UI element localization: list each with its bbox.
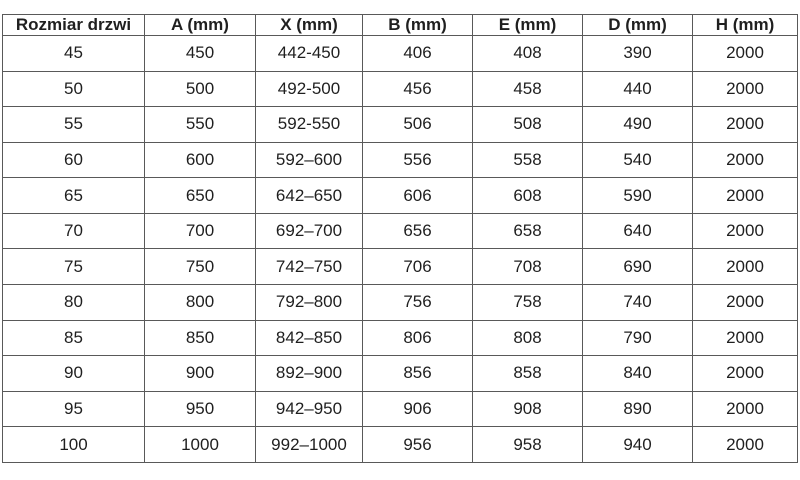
table-cell: 2000 xyxy=(693,107,798,143)
column-header: X (mm) xyxy=(256,15,363,36)
table-cell: 742–750 xyxy=(256,249,363,285)
table-cell: 2000 xyxy=(693,71,798,107)
table-cell: 600 xyxy=(145,142,256,178)
table-cell: 558 xyxy=(473,142,583,178)
table-cell: 658 xyxy=(473,213,583,249)
table-cell: 656 xyxy=(363,213,473,249)
table-cell: 55 xyxy=(3,107,145,143)
table-cell: 2000 xyxy=(693,391,798,427)
table-cell: 550 xyxy=(145,107,256,143)
table-cell: 858 xyxy=(473,356,583,392)
table-cell: 440 xyxy=(583,71,693,107)
table-cell: 95 xyxy=(3,391,145,427)
table-cell: 840 xyxy=(583,356,693,392)
table-cell: 442-450 xyxy=(256,36,363,72)
table-cell: 850 xyxy=(145,320,256,356)
column-header: D (mm) xyxy=(583,15,693,36)
table-cell: 85 xyxy=(3,320,145,356)
table-cell: 508 xyxy=(473,107,583,143)
table-cell: 956 xyxy=(363,427,473,463)
table-cell: 940 xyxy=(583,427,693,463)
column-header: B (mm) xyxy=(363,15,473,36)
table-cell: 640 xyxy=(583,213,693,249)
table-body xyxy=(3,36,798,463)
table-row xyxy=(3,71,798,107)
table-cell: 790 xyxy=(583,320,693,356)
table-cell: 50 xyxy=(3,71,145,107)
table-row xyxy=(3,356,798,392)
column-header: A (mm) xyxy=(145,15,256,36)
table-cell: 650 xyxy=(145,178,256,214)
table-cell: 2000 xyxy=(693,36,798,72)
table-cell: 458 xyxy=(473,71,583,107)
column-header: H (mm) xyxy=(693,15,798,36)
table-cell: 958 xyxy=(473,427,583,463)
table-cell: 740 xyxy=(583,285,693,321)
table-cell: 70 xyxy=(3,213,145,249)
table-cell: 45 xyxy=(3,36,145,72)
column-header: Rozmiar drzwi xyxy=(3,15,145,36)
table-row xyxy=(3,178,798,214)
table-cell: 408 xyxy=(473,36,583,72)
table-cell: 906 xyxy=(363,391,473,427)
table-row xyxy=(3,213,798,249)
table-cell: 492-500 xyxy=(256,71,363,107)
table-cell: 2000 xyxy=(693,142,798,178)
table-cell: 756 xyxy=(363,285,473,321)
table-cell: 2000 xyxy=(693,249,798,285)
table-cell: 100 xyxy=(3,427,145,463)
table-cell: 800 xyxy=(145,285,256,321)
table-cell: 500 xyxy=(145,71,256,107)
table-row xyxy=(3,320,798,356)
table-cell: 2000 xyxy=(693,320,798,356)
table-cell: 90 xyxy=(3,356,145,392)
table-cell: 642–650 xyxy=(256,178,363,214)
table-cell: 942–950 xyxy=(256,391,363,427)
table-row xyxy=(3,249,798,285)
table-cell: 506 xyxy=(363,107,473,143)
table-cell: 606 xyxy=(363,178,473,214)
table-cell: 590 xyxy=(583,178,693,214)
table-cell: 608 xyxy=(473,178,583,214)
table-cell: 450 xyxy=(145,36,256,72)
table-cell: 706 xyxy=(363,249,473,285)
door-size-table xyxy=(2,14,798,463)
table-cell: 2000 xyxy=(693,285,798,321)
table-cell: 540 xyxy=(583,142,693,178)
table-cell: 390 xyxy=(583,36,693,72)
table-cell: 65 xyxy=(3,178,145,214)
table-cell: 592-550 xyxy=(256,107,363,143)
table-cell: 80 xyxy=(3,285,145,321)
table-cell: 1000 xyxy=(145,427,256,463)
table-row xyxy=(3,142,798,178)
table-cell: 908 xyxy=(473,391,583,427)
table-cell: 490 xyxy=(583,107,693,143)
table-cell: 806 xyxy=(363,320,473,356)
table-cell: 2000 xyxy=(693,178,798,214)
table-cell: 892–900 xyxy=(256,356,363,392)
table-row xyxy=(3,107,798,143)
table-cell: 2000 xyxy=(693,213,798,249)
table-row xyxy=(3,391,798,427)
table-header-row xyxy=(3,15,798,36)
table-row xyxy=(3,36,798,72)
table-cell: 890 xyxy=(583,391,693,427)
table-cell: 758 xyxy=(473,285,583,321)
table-cell: 2000 xyxy=(693,427,798,463)
table-cell: 842–850 xyxy=(256,320,363,356)
table-row xyxy=(3,285,798,321)
column-header: E (mm) xyxy=(473,15,583,36)
table-cell: 808 xyxy=(473,320,583,356)
table-cell: 456 xyxy=(363,71,473,107)
table-cell: 592–600 xyxy=(256,142,363,178)
table-cell: 750 xyxy=(145,249,256,285)
table-cell: 690 xyxy=(583,249,693,285)
table-cell: 792–800 xyxy=(256,285,363,321)
table-cell: 2000 xyxy=(693,356,798,392)
table-cell: 556 xyxy=(363,142,473,178)
table-cell: 856 xyxy=(363,356,473,392)
table-cell: 692–700 xyxy=(256,213,363,249)
table-cell: 992–1000 xyxy=(256,427,363,463)
table-cell: 700 xyxy=(145,213,256,249)
table-row xyxy=(3,427,798,463)
table-cell: 950 xyxy=(145,391,256,427)
table-cell: 75 xyxy=(3,249,145,285)
table-cell: 406 xyxy=(363,36,473,72)
table-cell: 60 xyxy=(3,142,145,178)
table-cell: 708 xyxy=(473,249,583,285)
table-cell: 900 xyxy=(145,356,256,392)
